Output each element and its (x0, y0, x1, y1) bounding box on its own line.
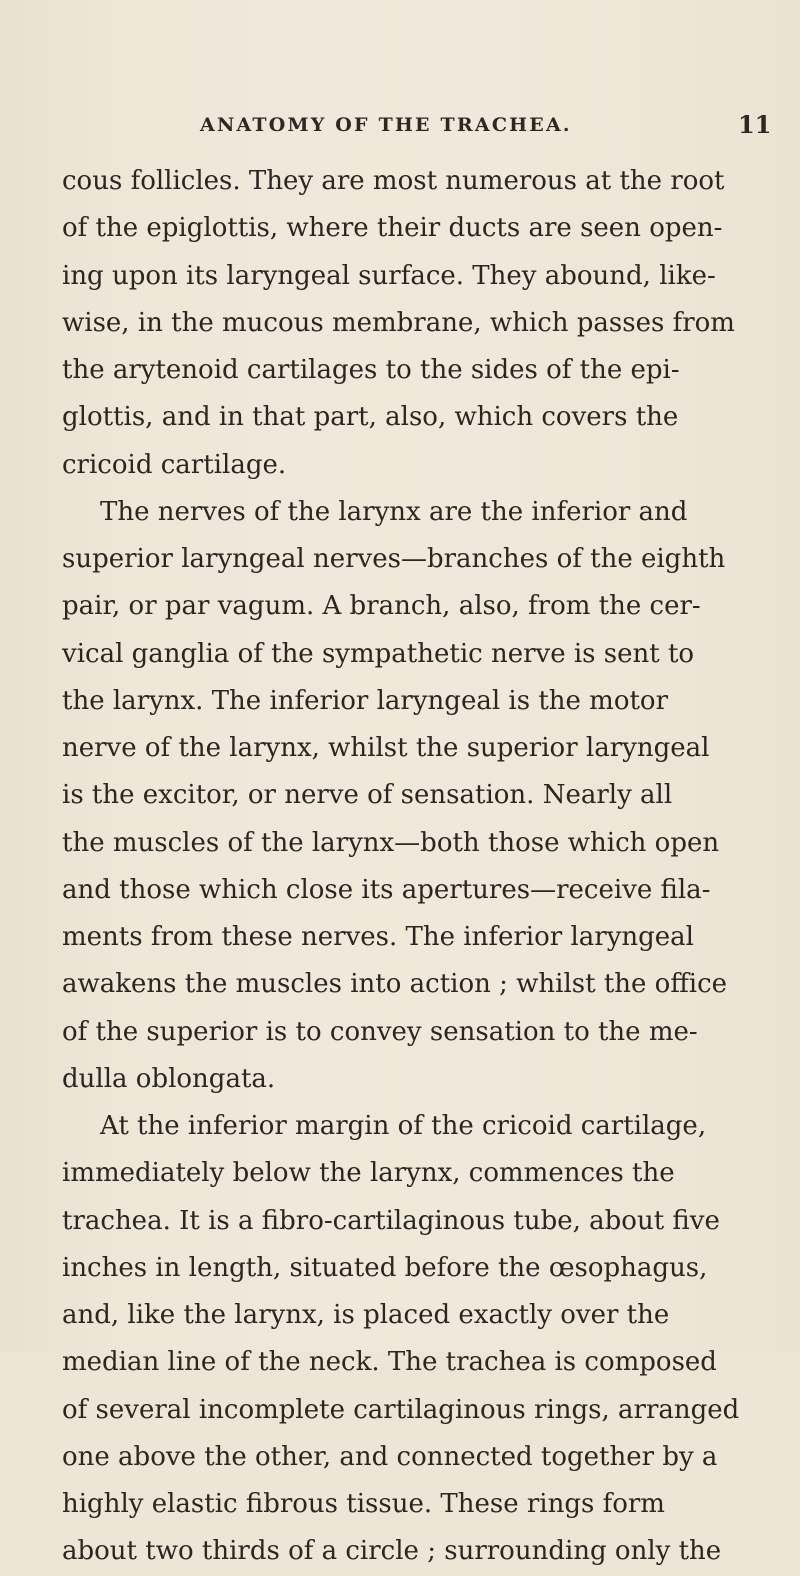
text-line: median line of the neck. The trachea is composed (62, 1347, 717, 1378)
text-line: the muscles of the larynx—both those which open (62, 827, 720, 858)
text-line: the arytenoid cartilages to the sides of the epi- (62, 355, 680, 385)
text-line: and, like the larynx, is placed exactly over the (62, 1300, 670, 1330)
text-line: trachea. It is a fibro-cartilaginous tube, about five (62, 1205, 720, 1236)
paragraph-start-line: At the inferior margin of the cricoid cartilage, (100, 1111, 707, 1141)
text-line: dulla oblongata. (62, 1063, 276, 1094)
text-line: of several incomplete cartilaginous rings, arranged (62, 1394, 740, 1425)
running-title: ANATOMY OF THE TRACHEA. (200, 114, 572, 136)
text-line: awakens the muscles into action ; whilst the office (62, 969, 728, 1000)
text-line: nerve of the larynx, whilst the superior laryngeal (62, 733, 710, 763)
text-line: ments from these nerves. The inferior laryngeal (62, 922, 694, 952)
text-line: superior laryngeal nerves—branches of the eighth (62, 544, 726, 574)
text-line: the larynx. The inferior laryngeal is the motor (62, 685, 669, 716)
text-line: highly elastic fibrous tissue. These rings form (62, 1489, 665, 1519)
text-line: cricoid cartilage. (62, 449, 287, 480)
page-header (0, 110, 800, 146)
text-line: of the epiglottis, where their ducts are seen open- (62, 213, 723, 244)
text-line: glottis, and in that part, also, which covers the (62, 402, 679, 433)
text-line: wise, in the mucous membrane, which passes from (62, 307, 735, 338)
text-line: one above the other, and connected together by a (62, 1441, 718, 1472)
text-line: cous follicles. They are most numerous at the root (62, 166, 725, 196)
body-text (62, 158, 740, 1576)
text-line: of the superior is to convey sensation to the me- (62, 1016, 698, 1047)
text-line: is the excitor, or nerve of sensation. Nearly all (62, 780, 673, 811)
text-line: inches in length, situated before the œsophagus, (62, 1252, 708, 1283)
paragraph-start-line: The nerves of the larynx are the inferior and (100, 496, 688, 527)
text-line: ing upon its laryngeal surface. They abound, like- (62, 260, 716, 291)
page-number: 11 (738, 110, 772, 139)
text-line: pair, or par vagum. A branch, also, from the cer- (62, 591, 701, 622)
text-line: vical ganglia of the sympathetic nerve is sent to (62, 638, 695, 669)
text-line: and those which close its apertures—receive fila- (62, 874, 711, 905)
text-line: immediately below the larynx, commences the (62, 1158, 675, 1189)
text-line: about two thirds of a circle ; surrounding only the (62, 1536, 722, 1567)
